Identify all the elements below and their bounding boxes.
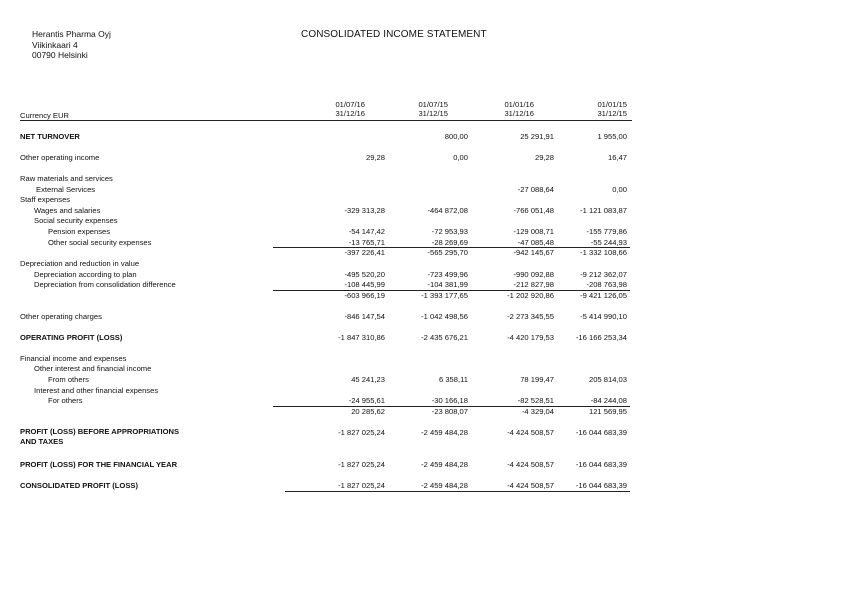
period-header-1: 01/07/16 31/12/16 <box>335 100 365 118</box>
row-label: Social security expenses <box>34 216 118 225</box>
row-raw-materials <box>20 173 630 184</box>
value-cell: -565 295,70 <box>427 248 468 257</box>
value-cell: -1 202 920,86 <box>507 291 554 300</box>
company-city: 00790 Helsinki <box>32 50 88 60</box>
period-header-4: 01/01/15 31/12/15 <box>597 100 627 118</box>
value-cell: -464 872,08 <box>427 206 468 215</box>
value-cell: 205 814,03 <box>588 375 627 384</box>
sum-rule-staff <box>273 247 630 248</box>
value-cell: -5 414 990,10 <box>580 312 627 321</box>
row-label: Pension expenses <box>48 227 111 236</box>
value-cell: -108 445,99 <box>344 280 385 289</box>
value-cell: -2 459 484,28 <box>421 428 468 437</box>
value-cell: -2 459 484,28 <box>421 460 468 469</box>
row-label: Staff expenses <box>20 195 71 204</box>
row-label: Financial income and expenses <box>20 354 127 363</box>
value-cell: -155 779,86 <box>586 227 627 236</box>
value-cell: -603 966,19 <box>344 291 385 300</box>
company-name: Herantis Pharma Oyj <box>32 29 111 39</box>
value-cell: -1 847 310,86 <box>338 333 385 342</box>
value-cell: -9 212 362,07 <box>580 270 627 279</box>
row-label: Raw materials and services <box>20 174 113 183</box>
header-rule <box>20 120 632 121</box>
value-cell: -16 044 683,39 <box>575 428 627 437</box>
currency-label: Currency EUR <box>20 111 69 120</box>
value-cell: -4 420 179,53 <box>507 333 554 342</box>
value-cell: -1 042 498,56 <box>421 312 468 321</box>
row-for-others <box>20 395 630 406</box>
value-cell: -942 145,67 <box>513 248 554 257</box>
row-other-charges <box>20 311 630 322</box>
value-cell: -82 528,51 <box>517 396 554 405</box>
company-address <box>32 29 111 61</box>
row-label: NET TURNOVER <box>20 132 80 141</box>
value-cell: -1 121 083,87 <box>580 206 627 215</box>
row-label: From others <box>48 375 89 384</box>
period-header-2: 01/07/15 31/12/15 <box>418 100 448 118</box>
row-pension <box>20 226 630 237</box>
value-cell: -2 459 484,28 <box>421 481 468 490</box>
value-cell: 29,28 <box>365 153 385 162</box>
sum-rule-depr <box>273 290 630 291</box>
value-cell: 0,00 <box>453 153 468 162</box>
row-label: Other operating income <box>20 153 100 162</box>
row-depr-total <box>20 290 630 301</box>
row-financial-total <box>20 406 630 417</box>
row-operating-profit <box>20 332 630 343</box>
value-cell: -2 435 676,21 <box>421 333 468 342</box>
value-cell: -4 329,04 <box>521 407 554 416</box>
company-street: Viikinkaari 4 <box>32 39 78 50</box>
row-depr-consolidation <box>20 279 630 290</box>
value-cell: -104 381,99 <box>427 280 468 289</box>
value-cell: -1 827 025,24 <box>338 460 385 469</box>
value-cell: -723 499,96 <box>427 270 468 279</box>
value-cell: -208 763,98 <box>586 280 627 289</box>
value-cell: -16 044 683,39 <box>575 460 627 469</box>
row-net-turnover <box>20 131 630 142</box>
value-cell: -4 424 508,57 <box>507 481 554 490</box>
value-cell: -129 008,71 <box>513 227 554 236</box>
value-cell: -329 313,28 <box>344 206 385 215</box>
value-cell: -1 393 177,65 <box>421 291 468 300</box>
row-other-interest <box>20 363 630 374</box>
value-cell: -990 092,88 <box>513 270 554 279</box>
value-cell: -24 955,61 <box>348 396 385 405</box>
row-from-others <box>20 374 630 385</box>
value-cell: 29,28 <box>534 153 554 162</box>
value-cell: -846 147,54 <box>344 312 385 321</box>
value-cell: -212 827,98 <box>513 280 554 289</box>
value-cell: -27 088,64 <box>517 185 554 194</box>
value-cell: -397 226,41 <box>344 248 385 257</box>
row-label: Other operating charges <box>20 312 102 321</box>
value-cell: -16 044 683,39 <box>575 481 627 490</box>
row-other-operating-income <box>20 152 630 163</box>
row-profit-year <box>20 459 630 470</box>
value-cell: 78 199,47 <box>520 375 554 384</box>
row-consolidated-profit <box>20 480 630 491</box>
row-label: Depreciation according to plan <box>34 270 137 279</box>
value-cell: 0,00 <box>612 185 627 194</box>
row-label: Interest and other financial expenses <box>34 386 159 395</box>
value-cell: -495 520,20 <box>344 270 385 279</box>
row-label: Depreciation and reduction in value <box>20 259 140 268</box>
value-cell: -47 085,48 <box>517 238 554 247</box>
row-label: OPERATING PROFIT (LOSS) <box>20 333 123 342</box>
row-label: Wages and salaries <box>34 206 101 215</box>
period-header-3: 01/01/16 31/12/16 <box>504 100 534 118</box>
value-cell: 20 285,62 <box>351 407 385 416</box>
value-cell: -54 147,42 <box>348 227 385 236</box>
document-title: CONSOLIDATED INCOME STATEMENT <box>301 29 487 40</box>
value-cell: -13 765,71 <box>348 238 385 247</box>
sum-rule-financial <box>273 406 630 407</box>
row-profit-before <box>20 427 630 449</box>
row-depreciation <box>20 258 630 269</box>
row-staff-expenses <box>20 194 630 205</box>
row-staff-total <box>20 247 630 258</box>
value-cell: -1 827 025,24 <box>338 428 385 437</box>
row-label: External Services <box>36 185 96 194</box>
value-cell: -55 244,93 <box>590 238 627 247</box>
value-cell: -9 421 126,05 <box>580 291 627 300</box>
value-cell: 25 291,91 <box>520 132 554 141</box>
row-label: Other interest and financial income <box>34 364 152 373</box>
value-cell: 6 358,11 <box>439 375 468 384</box>
value-cell: -28 269,69 <box>431 238 468 247</box>
value-cell: -16 166 253,34 <box>575 333 627 342</box>
value-cell: 45 241,23 <box>351 375 385 384</box>
value-cell: 121 569,95 <box>588 407 627 416</box>
value-cell: 16,47 <box>607 153 627 162</box>
row-label: PROFIT (LOSS) FOR THE FINANCIAL YEAR <box>20 460 178 469</box>
value-cell: 1 955,00 <box>597 132 627 141</box>
profit-before-label-2: AND TAXES <box>20 437 64 446</box>
profit-before-label-1: PROFIT (LOSS) BEFORE APPROPRIATIONS <box>20 427 180 436</box>
value-cell: -4 424 508,57 <box>507 460 554 469</box>
value-cell: -766 051,48 <box>513 206 554 215</box>
value-cell: 800,00 <box>444 132 468 141</box>
value-cell: -1 827 025,24 <box>338 481 385 490</box>
value-cell: -84 244,08 <box>590 396 627 405</box>
row-label: Depreciation from consolidation difference <box>34 280 176 289</box>
value-cell: -1 332 108,66 <box>580 248 627 257</box>
value-cell: -23 808,07 <box>431 407 468 416</box>
final-rule <box>285 491 630 492</box>
row-label: Other social security expenses <box>48 238 152 247</box>
value-cell: -4 424 508,57 <box>507 428 554 437</box>
row-label: For others <box>48 396 83 405</box>
value-cell: -30 166,18 <box>431 396 468 405</box>
row-label: CONSOLIDATED PROFIT (LOSS) <box>20 481 138 490</box>
value-cell: -72 953,93 <box>431 227 468 236</box>
value-cell: -2 273 345,55 <box>507 312 554 321</box>
row-social-security <box>20 215 630 226</box>
